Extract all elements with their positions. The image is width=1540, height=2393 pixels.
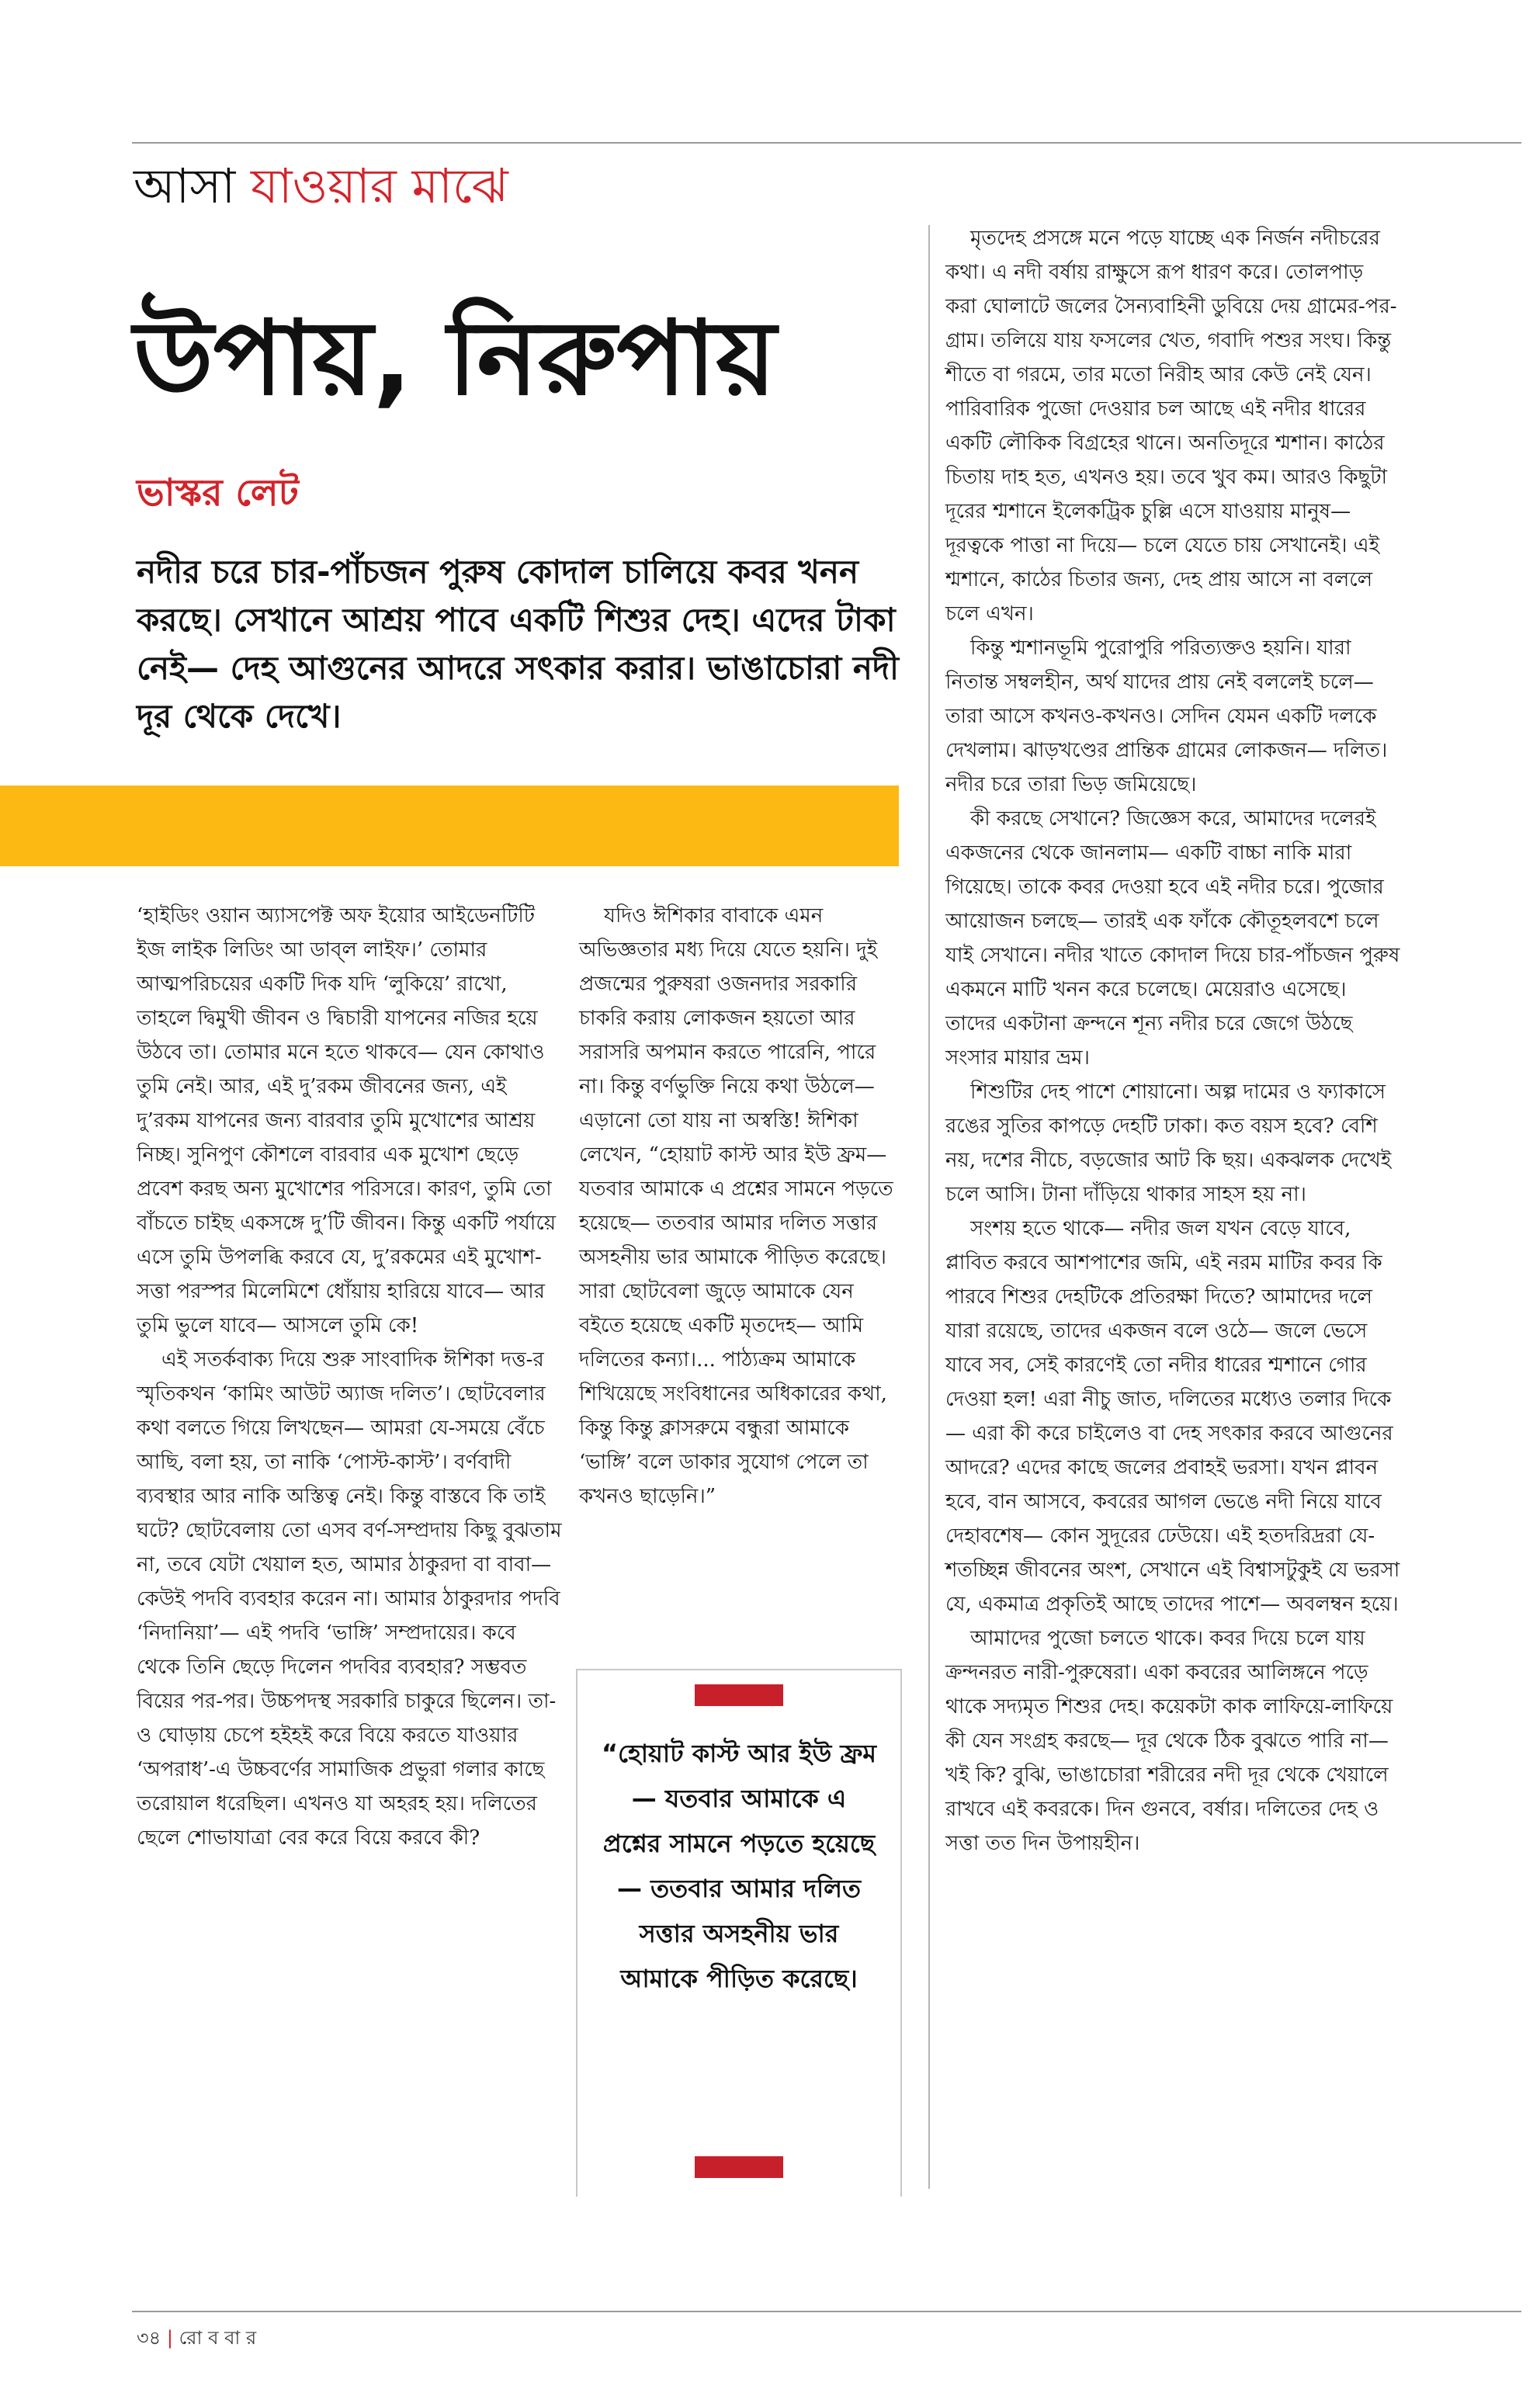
pullquote-text: “হোয়াট কাস্ট আর ইউ ফ্রম— যতবার আমাকে এ প্রশ্নের সামনে পড়তে হয়েছে— ততবার আমার দলিত সত্তার অসহনীয় ভার আমাকে পীড়িত করেছে। [601, 1739, 877, 1993]
body-column-1 [137, 899, 565, 1855]
column3-paragraph: আমাদের পুজো চলতে থাকে। কবর দিয়ে চলে যায় ক্রন্দনরত নারী-পুরুষেরা। একা কবরের আলিঙ্গনে পড়ে থাকে সদ্যমৃত শিশুর দেহ। কয়েকটা কাক লাফিয়ে-লাফিয়ে কী যেন সংগ্রহ করছে— দূর থেকে ঠিক বুঝতে পারি না— খই কি? বুঝি, ভাঙাচোরা শরীরের নদী দূর থেকে খেয়ালে রাখবে এই কবরকে। দিন গুনবে, বর্ষার। দলিতের দেহ ও সত্তা তত দিন উপায়হীন। [945, 1627, 1393, 1855]
section-title-part2: যাওয়ার মাঝে [250, 158, 508, 214]
body-column-3 [945, 221, 1400, 1861]
column3-paragraph: সংশয় হতে থাকে— নদীর জল যখন বেড়ে যাবে, প্লাবিত করবে আশপাশের জমি, এই নরম মাটির কবর কি পারবে শিশুর দেহটিকে প্রতিরক্ষা দিতে? আমাদের দলে যারা রয়েছে, তাদের একজন বলে ওঠে— জলে ভেসে যাবে সব, সেই কারণেই তো নদীর ধারের শ্মশানে গোর দেওয়া হল! এরা নীচু জাত, দলিতের মধ্যেও তলার দিকে— এরা কী করে চাইলেও বা দেহ সৎকার করবে আগুনের আদরে? এদের কাছে জলের প্রবাহই ভরসা। যখন প্লাবন হবে, বান আসবে, কবরের আগল ভেঙে নদী নিয়ে যাবে দেহাবশেষ— কোন সুদূরের ঢেউয়ে। এই হতদরিদ্ররা যে-শতচ্ছিন্ন জীবনের অংশ, সেখানে এই বিশ্বাসটুকুই যে ভরসা যে, একমাত্র প্রকৃতিই আছে তাদের পাশে— অবলম্বন হয়ে। [945, 1217, 1400, 1616]
column3-paragraph: কিন্তু শ্মশানভূমি পুরোপুরি পরিত্যক্তও হয়নি। যারা নিতান্ত সম্বলহীন, অর্থ যাদের প্রায় নেই বললেই চলে— তারা আসে কখনও-কখনও। সেদিন যেমন একটি দলকে দেখলাম। ঝাড়খণ্ডের প্রান্তিক গ্রামের লোকজন— দলিত। নদীর চরে তারা ভিড় জমিয়েছে। [945, 636, 1388, 796]
pullquote-box [576, 1669, 902, 2197]
header-rule [132, 142, 1521, 144]
page-number: ৩৪ [137, 2327, 161, 2349]
footer-rule [132, 2311, 1521, 2312]
footer-separator: | [166, 2327, 173, 2349]
standfirst: নদীর চরে চার-পাঁচজন পুরুষ কোদাল চালিয়ে কবর খনন করছে। সেখানে আশ্রয় পাবে একটি শিশুর দেহ। এদের টাকা নেই— দেহ আগুনের আদরে সৎকার করার। ভাঙাচোরা নদী দূর থেকে দেখে। [137, 553, 900, 735]
byline: ভাস্কর লেট [137, 471, 299, 515]
column1-paragraph: এই সতর্কবাক্য দিয়ে শুরু সাংবাদিক ঈশিকা দত্ত-র স্মৃতিকথন ‘কামিং আউট অ্যাজ দলিত’। ছোটবেলার কথা বলতে গিয়ে লিখছেন— আমরা যে-সময়ে বেঁচে আছি, বলা হয়, তা নাকি ‘পোস্ট-কাস্ট’। বর্ণবাদী ব্যবস্থার আর নাকি অস্তিত্ব নেই। কিন্তু বাস্তবে কি তাই ঘটে? ছোটবেলায় তো এসব বর্ণ-সম্প্রদায় কিছু বুঝতাম না, তবে যেটা খেয়াল হত, আমার ঠাকুরদা বা বাবা— কেউই পদবি ব্যবহার করেন না। আমার ঠাকুরদার পদবি ‘নিদানিয়া’— এই পদবি ‘ভাঙ্গি’ সম্প্রদায়ের। কবে থেকে তিনি ছেড়ে দিলেন পদবির ব্যবহার? সম্ভবত বিয়ের পর-পর। উচ্চপদস্থ সরকারি চাকুরে ছিলেন। তা-ও ঘোড়ায় চেপে হইহই করে বিয়ে করতে যাওয়ার ‘অপরাধ’-এ উচ্চবর্ণের সামাজিক প্রভুরা গলার কাছে তরোয়াল ধরেছিল। এখনও যা অহরহ হয়। দলিতের ছেলে শোভাযাত্রা বের করে বিয়ে করবে কী? [137, 1348, 562, 1850]
column1-paragraph: ‘হাইডিং ওয়ান অ্যাসপেক্ট অফ ইয়োর আইডেনটিটি ইজ লাইক লিডিং আ ডাব্‌ল লাইফ।’ তোমার আত্মপরিচয়ের একটি দিক যদি ‘লুকিয়ে’ রাখো, তাহলে দ্বিমুখী জীবন ও দ্বিচারী যাপনের নজির হয়ে উঠবে তা। তোমার মনে হতে থাকবে— যেন কোথাও তুমি নেই। আর, এই দু’রকম জীবনের জন্য, এই দু’রকম যাপনের জন্য বারবার তুমি মুখোশের আশ্রয় নিচ্ছ। সুনিপুণ কৌশলে বারবার এক মুখোশ ছেড়ে প্রবেশ করছ অন্য মুখোশের পরিসরে। কারণ, তুমি তো বাঁচতে চাইছ একসঙ্গে দু’টি জীবন। কিন্তু একটি পর্যায়ে এসে তুমি উপলব্ধি করবে যে, দু’রকমের এই মুখোশ-সত্তা পরস্পর মিলেমিশে ধোঁয়ায় হারিয়ে যাবে— আর তুমি ভুলে যাবে— আসলে তুমি কে! [137, 904, 557, 1337]
section-title [134, 155, 508, 217]
section-title-part1: আসা [134, 158, 251, 214]
yellow-band [0, 786, 899, 866]
body-column-2 [579, 899, 899, 1514]
magazine-name: রো ব বা র [179, 2327, 257, 2349]
column2-paragraph: যদিও ঈশিকার বাবাকে এমন অভিজ্ঞতার মধ্য দিয়ে যেতে হয়নি। দুই প্রজন্মের পুরুষরা ওজনদার সরকারি চাকরি করায় লোকজন হয়তো আর সরাসরি অপমান করতে পারেনি, পারে না। কিন্তু বর্ণভুক্তি নিয়ে কথা উঠলে— এড়ানো তো যায় না অস্বস্তি! ঈশিকা লেখেন, “হোয়াট কাস্ট আর ইউ ফ্রম— যতবার আমাকে এ প্রশ্নের সামনে পড়তে হয়েছে— ততবার আমার দলিত সত্তার অসহনীয় ভার আমাকে পীড়িত করেছে। সারা ছোটবেলা জুড়ে আমাকে যেন বইতে হয়েছে একটি মৃতদেহ— আমি দলিতের কন্যা।... পাঠ্যক্রম আমাকে শিখিয়েছে সংবিধানের অধিকারের কথা, কিন্তু কিন্তু ক্লাসরুমে বন্ধুরা আমাকে ‘ভাঙ্গি’ বলে ডাকার সুযোগ পেলে তা কখনও ছাড়েনি।” [579, 904, 893, 1508]
headline: উপায়, নিরুপায় [134, 299, 777, 418]
column-divider [928, 225, 930, 2189]
pullquote-top-bar [695, 1684, 783, 1706]
column3-paragraph: কী করছে সেখানে? জিজ্ঞেস করে, আমাদের দলেরই একজনের থেকে জানলাম— একটি বাচ্চা নাকি মারা গিয়েছে। তাকে কবর দেওয়া হবে এই নদীর চরে। পুজোর আয়োজন চলছে— তারই এক ফাঁকে কৌতূহলবশে চলে যাই সেখানে। নদীর খাতে কোদাল দিয়ে চার-পাঁচজন পুরুষ একমনে মাটি খনন করে চলেছে। মেয়েরাও এসেছে। তাদের একটানা ক্রন্দনে শূন্য নদীর চরে জেগে উঠছে সংসার মায়ার ভ্রম। [945, 807, 1400, 1070]
column3-paragraph: শিশুটির দেহ পাশে শোয়ানো। অল্প দামের ও ফ্যাকাসে রঙের সুতির কাপড়ে দেহটি ঢাকা। কত বয়স হবে? বেশি নয়, দশের নীচে, বড়জোর আট কি ছয়। একঝলক দেখেই চলে আসি। টানা দাঁড়িয়ে থাকার সাহস হয় না। [945, 1080, 1392, 1206]
column3-paragraph: মৃতদেহ প্রসঙ্গে মনে পড়ে যাচ্ছে এক নির্জন নদীচরের কথা। এ নদী বর্ষায় রাক্ষুসে রূপ ধারণ করে। তোলপাড় করা ঘোলাটে জলের সৈন্যবাহিনী ডুবিয়ে দেয় গ্রামের-পর-গ্রাম। তলিয়ে যায় ফসলের খেত, গবাদি পশুর সংঘ। কিন্তু শীতে বা গরমে, তার মতো নিরীহ আর কেউ নেই যেন। পারিবারিক পুজো দেওয়ার চল আছে এই নদীর ধারের একটি লৌকিক বিগ্রহের থানে। অনতিদূরে শ্মশান। কাঠের চিতায় দাহ হত, এখনও হয়। তবে খুব কম। আরও কিছুটা দূরের শ্মশানে ইলেকট্রিক চুল্লি এসে যাওয়ায় মানুষ— দূরত্বকে পাত্তা না দিয়ে— চলে যেতে চায় সেখানেই। এই শ্মশানে, কাঠের চিতার জন্য, দেহ প্রায় আসে না বললে চলে এখন। [945, 227, 1397, 626]
page-footer [137, 2322, 256, 2353]
pullquote-bottom-bar [695, 2156, 783, 2178]
